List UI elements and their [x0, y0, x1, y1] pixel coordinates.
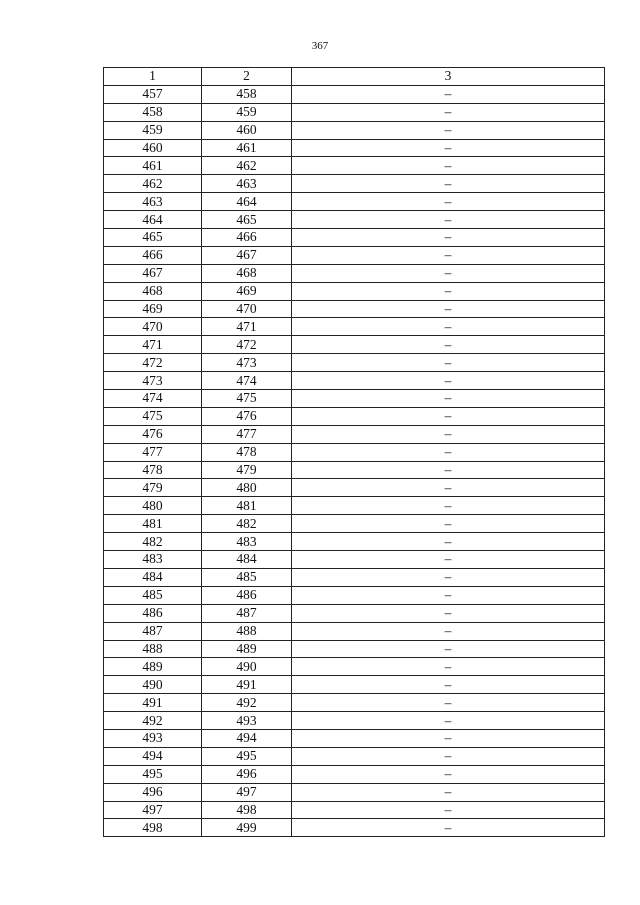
table-cell-col2: 485 — [202, 568, 292, 586]
table-cell-col1: 470 — [104, 318, 202, 336]
table-row — [104, 443, 605, 461]
table-cell-col2: 493 — [202, 712, 292, 730]
table-cell-col2: 466 — [202, 229, 292, 247]
table-row — [104, 211, 605, 229]
table-cell-col3: – — [292, 157, 605, 175]
table-row — [104, 551, 605, 569]
table-row — [104, 336, 605, 354]
table-cell-col2: 491 — [202, 676, 292, 694]
table-cell-col1: 479 — [104, 479, 202, 497]
table-row — [104, 246, 605, 264]
column-header-1: 1 — [104, 68, 202, 86]
table-row — [104, 425, 605, 443]
table-cell-col2: 484 — [202, 551, 292, 569]
table-cell-col3: – — [292, 604, 605, 622]
table-cell-col2: 465 — [202, 211, 292, 229]
table-cell-col3: – — [292, 568, 605, 586]
table-row — [104, 318, 605, 336]
table-cell-col1: 498 — [104, 819, 202, 837]
table-cell-col1: 472 — [104, 354, 202, 372]
table-cell-col1: 476 — [104, 425, 202, 443]
table-row — [104, 622, 605, 640]
table-row — [104, 568, 605, 586]
table-cell-col3: – — [292, 586, 605, 604]
table-row — [104, 497, 605, 515]
table-row — [104, 282, 605, 300]
table-cell-col2: 498 — [202, 801, 292, 819]
table-cell-col1: 482 — [104, 533, 202, 551]
table-cell-col2: 477 — [202, 425, 292, 443]
table-cell-col2: 472 — [202, 336, 292, 354]
table-cell-col2: 497 — [202, 783, 292, 801]
table-cell-col2: 492 — [202, 694, 292, 712]
page-number: 367 — [311, 40, 329, 52]
table-cell-col2: 471 — [202, 318, 292, 336]
table-cell-col1: 473 — [104, 372, 202, 390]
table-cell-col1: 457 — [104, 85, 202, 103]
table-row — [104, 533, 605, 551]
table-row — [104, 461, 605, 479]
table-cell-col2: 495 — [202, 747, 292, 765]
table-row — [104, 729, 605, 747]
table-cell-col2: 488 — [202, 622, 292, 640]
table-cell-col1: 474 — [104, 390, 202, 408]
table-cell-col1: 483 — [104, 551, 202, 569]
table-body — [104, 85, 605, 836]
table-row — [104, 407, 605, 425]
table-row — [104, 300, 605, 318]
table-row — [104, 139, 605, 157]
table-cell-col3: – — [292, 336, 605, 354]
table-cell-col3: – — [292, 783, 605, 801]
table-cell-col1: 463 — [104, 193, 202, 211]
column-header-2: 2 — [202, 68, 292, 86]
table-cell-col3: – — [292, 264, 605, 282]
column-header-3: 3 — [292, 68, 605, 86]
table-cell-col1: 466 — [104, 246, 202, 264]
table-row — [104, 747, 605, 765]
table-row — [104, 586, 605, 604]
table-cell-col2: 459 — [202, 103, 292, 121]
table-row — [104, 676, 605, 694]
table-cell-col1: 469 — [104, 300, 202, 318]
table-cell-col3: – — [292, 139, 605, 157]
table-cell-col1: 462 — [104, 175, 202, 193]
table-cell-col1: 464 — [104, 211, 202, 229]
table-cell-col3: – — [292, 372, 605, 390]
table-row — [104, 85, 605, 103]
table-row — [104, 372, 605, 390]
table-cell-col2: 486 — [202, 586, 292, 604]
table-cell-col2: 469 — [202, 282, 292, 300]
table-row — [104, 712, 605, 730]
table-cell-col3: – — [292, 121, 605, 139]
table-cell-col2: 490 — [202, 658, 292, 676]
table-cell-col2: 481 — [202, 497, 292, 515]
table-cell-col3: – — [292, 246, 605, 264]
table-row — [104, 121, 605, 139]
table-cell-col1: 477 — [104, 443, 202, 461]
table-cell-col3: – — [292, 479, 605, 497]
table-cell-col2: 467 — [202, 246, 292, 264]
table-row — [104, 640, 605, 658]
table-cell-col2: 499 — [202, 819, 292, 837]
table-cell-col1: 487 — [104, 622, 202, 640]
table-cell-col3: – — [292, 425, 605, 443]
table-cell-col3: – — [292, 407, 605, 425]
table-row — [104, 765, 605, 783]
table-cell-col1: 471 — [104, 336, 202, 354]
table-cell-col2: 464 — [202, 193, 292, 211]
table-header-row — [104, 68, 605, 86]
table-row — [104, 157, 605, 175]
table-cell-col1: 465 — [104, 229, 202, 247]
table-cell-col1: 480 — [104, 497, 202, 515]
table-cell-col2: 482 — [202, 515, 292, 533]
table-cell-col3: – — [292, 712, 605, 730]
table-cell-col3: – — [292, 443, 605, 461]
table-cell-col3: – — [292, 390, 605, 408]
table-cell-col1: 496 — [104, 783, 202, 801]
table-row — [104, 783, 605, 801]
table-cell-col3: – — [292, 354, 605, 372]
table-row — [104, 479, 605, 497]
table-cell-col2: 463 — [202, 175, 292, 193]
table-cell-col3: – — [292, 765, 605, 783]
table-cell-col3: – — [292, 211, 605, 229]
table-cell-col1: 488 — [104, 640, 202, 658]
table-cell-col3: – — [292, 658, 605, 676]
table-cell-col3: – — [292, 175, 605, 193]
table-row — [104, 354, 605, 372]
table-cell-col1: 475 — [104, 407, 202, 425]
table-cell-col3: – — [292, 282, 605, 300]
table-cell-col2: 474 — [202, 372, 292, 390]
table-cell-col2: 462 — [202, 157, 292, 175]
table-cell-col3: – — [292, 497, 605, 515]
table-cell-col3: – — [292, 193, 605, 211]
table-cell-col3: – — [292, 85, 605, 103]
table-cell-col1: 486 — [104, 604, 202, 622]
table-cell-col3: – — [292, 229, 605, 247]
table-cell-col2: 473 — [202, 354, 292, 372]
table-cell-col1: 490 — [104, 676, 202, 694]
table-cell-col3: – — [292, 747, 605, 765]
table-cell-col1: 481 — [104, 515, 202, 533]
table-cell-col1: 497 — [104, 801, 202, 819]
table-row — [104, 103, 605, 121]
table-row — [104, 264, 605, 282]
table-cell-col1: 468 — [104, 282, 202, 300]
table-cell-col3: – — [292, 103, 605, 121]
table-cell-col1: 494 — [104, 747, 202, 765]
table-row — [104, 390, 605, 408]
table-cell-col2: 487 — [202, 604, 292, 622]
table-cell-col2: 489 — [202, 640, 292, 658]
table-cell-col1: 493 — [104, 729, 202, 747]
table-cell-col1: 458 — [104, 103, 202, 121]
table-cell-col3: – — [292, 694, 605, 712]
table-cell-col2: 461 — [202, 139, 292, 157]
table-row — [104, 801, 605, 819]
table-cell-col1: 491 — [104, 694, 202, 712]
table-row — [104, 604, 605, 622]
table-row — [104, 193, 605, 211]
table-cell-col1: 484 — [104, 568, 202, 586]
table-cell-col1: 489 — [104, 658, 202, 676]
table-cell-col3: – — [292, 801, 605, 819]
table-cell-col1: 478 — [104, 461, 202, 479]
table-cell-col3: – — [292, 622, 605, 640]
table-cell-col2: 494 — [202, 729, 292, 747]
table-cell-col3: – — [292, 640, 605, 658]
table-cell-col3: – — [292, 819, 605, 837]
table-cell-col3: – — [292, 533, 605, 551]
table-row — [104, 819, 605, 837]
table-cell-col2: 458 — [202, 85, 292, 103]
table-cell-col3: – — [292, 729, 605, 747]
table-cell-col3: – — [292, 318, 605, 336]
table-cell-col1: 495 — [104, 765, 202, 783]
table-row — [104, 175, 605, 193]
table-cell-col2: 460 — [202, 121, 292, 139]
table-cell-col2: 479 — [202, 461, 292, 479]
table-cell-col1: 492 — [104, 712, 202, 730]
table-cell-col2: 475 — [202, 390, 292, 408]
table-row — [104, 515, 605, 533]
table-cell-col2: 478 — [202, 443, 292, 461]
table-cell-col2: 468 — [202, 264, 292, 282]
table-cell-col2: 480 — [202, 479, 292, 497]
table-cell-col3: – — [292, 300, 605, 318]
table-cell-col1: 461 — [104, 157, 202, 175]
table-cell-col2: 496 — [202, 765, 292, 783]
table-cell-col1: 460 — [104, 139, 202, 157]
table-cell-col1: 467 — [104, 264, 202, 282]
table-cell-col3: – — [292, 551, 605, 569]
table-row — [104, 229, 605, 247]
data-table — [103, 67, 605, 837]
table-row — [104, 694, 605, 712]
table-cell-col2: 476 — [202, 407, 292, 425]
table-cell-col2: 483 — [202, 533, 292, 551]
table-row — [104, 658, 605, 676]
table-cell-col1: 459 — [104, 121, 202, 139]
table-cell-col1: 485 — [104, 586, 202, 604]
table-cell-col2: 470 — [202, 300, 292, 318]
table-cell-col3: – — [292, 676, 605, 694]
table-cell-col3: – — [292, 515, 605, 533]
table-cell-col3: – — [292, 461, 605, 479]
